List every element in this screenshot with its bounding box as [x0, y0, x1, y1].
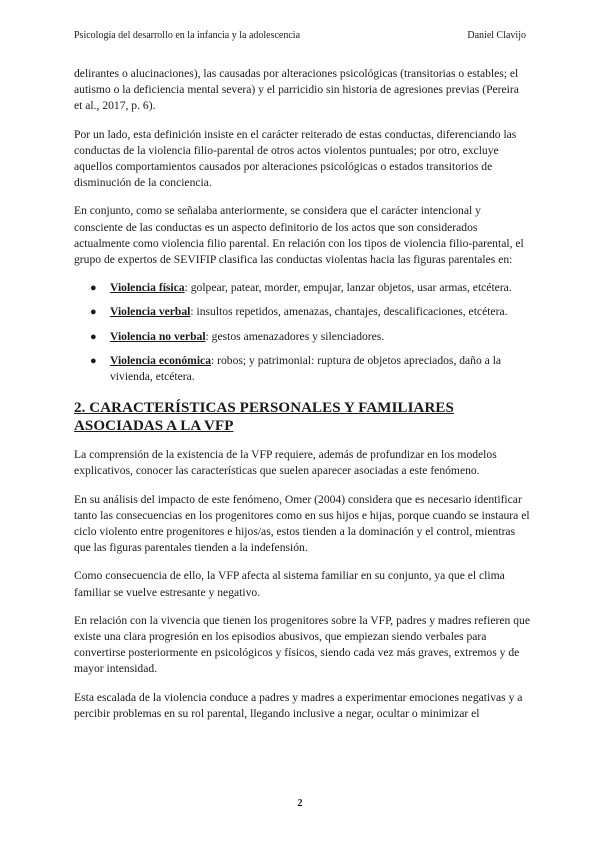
- list-item-text: : insultos repetidos, amenazas, chantajes, descalificaciones, etcétera.: [190, 305, 508, 319]
- bullet-icon: ●: [90, 354, 97, 367]
- bullet-icon: ●: [90, 306, 97, 319]
- paragraph: delirantes o alucinaciones), las causadas por alteraciones psicológicas (transitorias o estables; el autismo o la deficiencia mental severa) y el parricidio sin historia de agresiones previas (Pereira et al., 2017, p. 6).: [74, 67, 519, 113]
- paragraph: La comprensión de la existencia de la VFP requiere, además de profundizar en los modelos explicativos, conocer las características que suelen aparecer asociadas a este fenómeno.: [74, 448, 497, 478]
- paragraph: En relación con la vivencia que tienen los progenitores sobre la VFP, padres y madres refieren que existe una clara progresión en los episodios abusivos, que empiezan siendo verbales para convertirse posteriormente en psicológicos y físicos, siendo cada vez más graves, extremos y de mayor intensidad.: [74, 613, 530, 676]
- bullet-icon: ●: [90, 282, 97, 295]
- paragraph: En su análisis del impacto de este fenómeno, Omer (2004) considera que es necesario identificar tanto las consecuencias en los progenitores como en sus hijos e hijas, porque cuando se instaura el ciclo violento entre progenitores e hijos/as, estos tienden a la dominación y el control, mientras que las figuras parentales tienden a la indefensión.: [74, 492, 530, 555]
- paragraph: En conjunto, como se señalaba anteriormente, se considera que el carácter intencional y consciente de las conductas es un aspecto definitorio de los actos que son considerados actualmente como violencia filio parental. En relación con los tipos de violencia filio-parental, el grupo de expertos de SEVIFIP clasifica las conductas violentas hacia las figuras parentales en:: [74, 204, 524, 267]
- list-item: [90, 353, 530, 385]
- paragraph: Como consecuencia de ello, la VFP afecta al sistema familiar en su conjunto, ya que el clima familiar se vuelve estresante y negativo.: [74, 569, 505, 599]
- list-item-term: Violencia verbal: [110, 305, 191, 319]
- list-item-text: : golpear, patear, morder, empujar, lanzar objetos, usar armas, etcétera.: [184, 281, 512, 295]
- list-item: [90, 304, 530, 320]
- bullet-icon: ●: [90, 330, 97, 343]
- list-item-term: Violencia física: [110, 281, 185, 295]
- header-title: Psicología del desarrollo en la infancia y la adolescencia: [74, 30, 301, 41]
- header-author: Daniel Clavijo: [467, 30, 526, 41]
- section-heading: 2. CARACTERÍSTICAS PERSONALES Y FAMILIARES ASOCIADAS A LA VFP: [74, 400, 454, 435]
- paragraph: Por un lado, esta definición insiste en el carácter reiterado de estas conductas, diferenciando las conductas de la violencia filio-parental de otros actos violentos puntuales; por otro, excluye aquellos comportamientos causados por alteraciones psicológicas o estados transitorios de disminución de la conciencia.: [74, 127, 517, 190]
- list-item-text: : robos; y patrimonial: ruptura de objetos apreciados, daño a la vivienda, etcétera.: [110, 353, 502, 384]
- page-number: 2: [297, 798, 303, 809]
- list-item-term: Violencia no verbal: [110, 329, 206, 343]
- list-item-text: : gestos amenazadores y silenciadores.: [205, 329, 385, 343]
- list-item: [90, 329, 530, 345]
- page-body: [74, 66, 530, 734]
- paragraph: Esta escalada de la violencia conduce a padres y madres a experimentar emociones negativas y a percibir problemas en su rol parental, llegando inclusive a negar, ocultar o minimizar el: [74, 690, 523, 720]
- list-item: [90, 280, 530, 296]
- list-item-term: Violencia económica: [110, 353, 211, 367]
- violence-types-list: [74, 280, 530, 385]
- page-header: [74, 30, 526, 41]
